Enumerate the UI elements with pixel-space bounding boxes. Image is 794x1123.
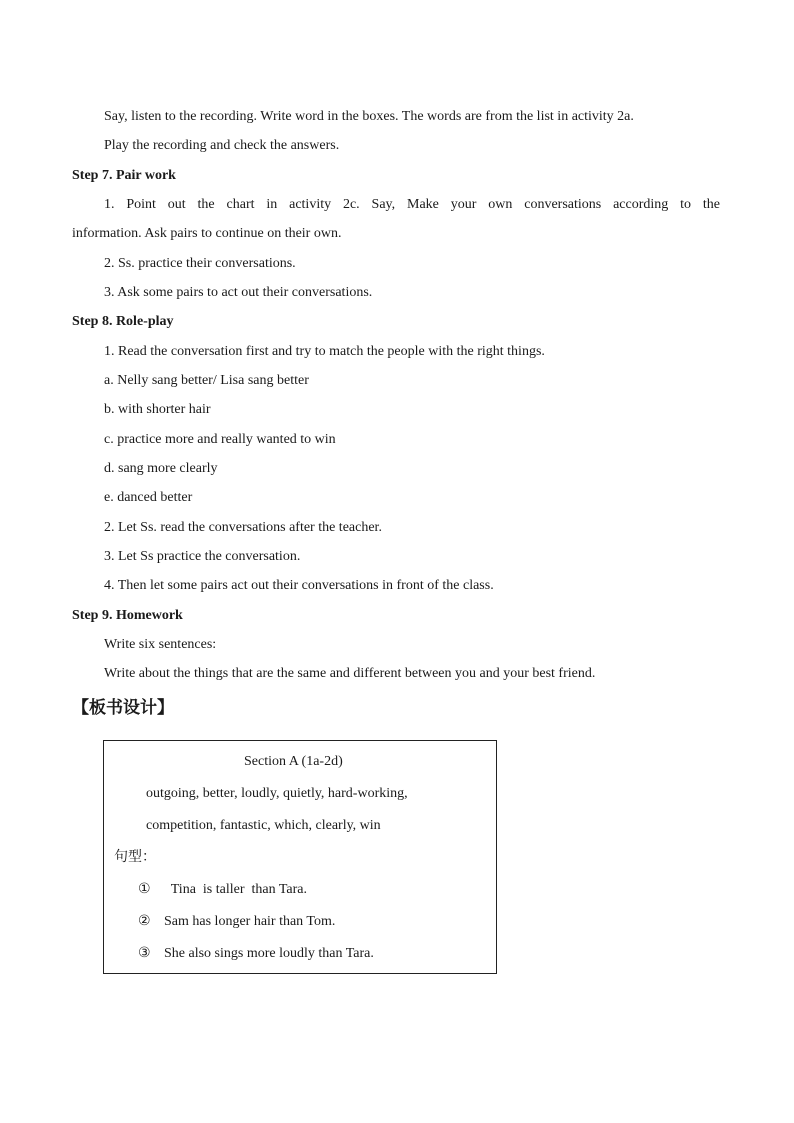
step9-line2: Write about the things that are the same and different between you and your best friend.: [104, 666, 596, 681]
board-design-box: [103, 740, 497, 974]
board-title: Section A (1a-2d): [244, 754, 343, 769]
board-pattern-1: [138, 880, 307, 899]
board-vocabulary-line-1: outgoing, better, loudly, quietly, hard-working,: [146, 786, 408, 801]
board-patterns-label: 句型：: [114, 849, 156, 865]
step7-heading: Step 7. Pair work: [72, 168, 176, 183]
step8-option-c: c. practice more and really wanted to win: [104, 432, 336, 447]
intro-line-1: Say, listen to the recording. Write word in the boxes. The words are from the list in activity 2a.: [104, 109, 634, 124]
circled-number-1: ①: [138, 881, 151, 897]
step8-item2: 2. Let Ss. read the conversations after the teacher.: [104, 520, 382, 535]
circled-number-3: ③: [138, 945, 151, 961]
circled-number-2: ②: [138, 913, 151, 929]
step8-option-b: b. with shorter hair: [104, 402, 211, 417]
pattern-1-text: Tina is taller than Tara.: [164, 882, 308, 897]
step8-option-a: a. Nelly sang better/ Lisa sang better: [104, 373, 309, 388]
step9-heading: Step 9. Homework: [72, 608, 183, 623]
board-pattern-2: [138, 912, 335, 931]
step7-item3: 3. Ask some pairs to act out their conversations.: [104, 285, 373, 300]
step8-item4: 4. Then let some pairs act out their conversations in front of the class.: [104, 578, 494, 593]
board-pattern-3: [138, 944, 374, 963]
step9-line1: Write six sentences:: [104, 637, 217, 652]
step7-item2: 2. Ss. practice their conversations.: [104, 256, 296, 271]
pattern-3-text: She also sings more loudly than Tara.: [164, 946, 374, 961]
step8-item1: 1. Read the conversation first and try to match the people with the right things.: [104, 344, 545, 359]
board-design-heading: 【板书设计】: [72, 698, 174, 718]
step7-item1-line1: 1. Point out the chart in activity 2c. Say, Make your own conversations according to the: [104, 197, 720, 212]
step8-item3: 3. Let Ss practice the conversation.: [104, 549, 301, 564]
step8-option-d: d. sang more clearly: [104, 461, 218, 476]
step8-option-e: e. danced better: [104, 490, 193, 505]
pattern-2-text: Sam has longer hair than Tom.: [164, 914, 336, 929]
step8-heading: Step 8. Role-play: [72, 314, 174, 329]
board-vocabulary-line-2: competition, fantastic, which, clearly, win: [146, 818, 381, 833]
intro-line-2: Play the recording and check the answers.: [104, 138, 340, 153]
step7-item1-line2: information. Ask pairs to continue on their own.: [72, 226, 342, 241]
